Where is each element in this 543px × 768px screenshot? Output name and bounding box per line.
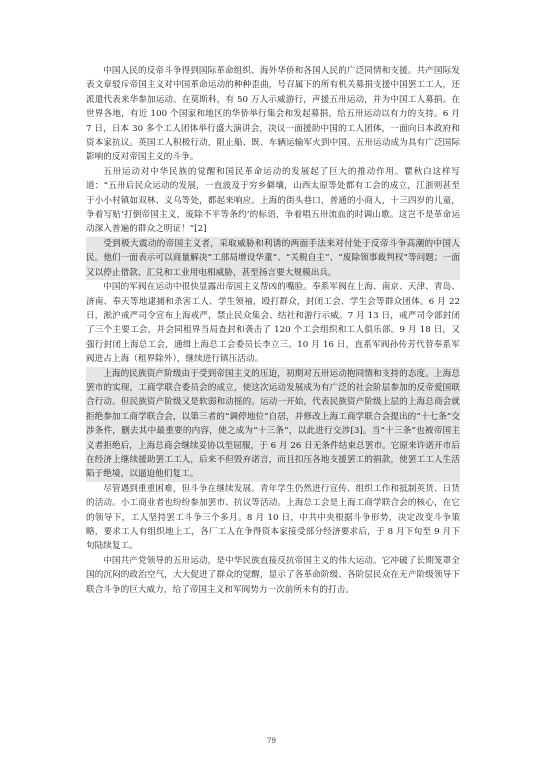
page-number: 79 [267, 737, 276, 745]
paragraph-4: 中国的军阀在运动中很快显露出帝国主义帮凶的嘴脸。奉系军阀在上海、南京、天津、青岛、济南、奉天等地逮捕和杀害工人、学生领袖，殴打群众，封闭工会、学生会等群众团体。6 月 22 日，淞沪戒严司令宣布上海戒严，禁止民众集会、结社和游行示威。7 月 13 日，戒严司令部封闭了三个主要工会，并会同租界当局查封和袭击了 120 个工会组织和工人俱乐部。9 月 18 日，又强行封闭上海总工会，通缉上海总工会委员长李立三。10 月 16 日，直系军阀孙传芳代替奉系军阀进占上海（租界除外），继续进行镇压活动。 [86, 282, 460, 365]
paragraph-3-highlighted: 受到极大震动的帝国主义者，采取威胁和利诱的两面手法来对付处于反帝斗争高潮的中国人民。他们一面表示可以商量解决“工部局增设华董”、“关税自主”、“废除领事裁判权”等问题；一面又以停止借款、汇兑和工业用电相威胁，甚至扬言要大规模出兵。 [86, 237, 460, 280]
paragraph-2: 五卅运动对中华民族的觉醒和国民革命运动的发展起了巨大的推动作用。瞿秋白这样写道：“五卅后民众运动的发展，一直波及于穷乡僻壤，山西太原等处都有工会的成立，江浙则甚至于小小村镇如双林、义乌等处，都起来响应。上海的街头巷口，普通的小商人，十三四岁的儿童，争着写贴‘打倒帝国主义，废除不平等条约’的标语，争着唱五卅流血的时调山歌。这岂不是革命运动深入普遍的群众之明证！”[2] [86, 166, 460, 235]
document-body [86, 64, 460, 597]
paragraph-5-highlighted: 上海的民族资产阶级由于受到帝国主义的压迫，初期对五卅运动抱同情和支持的态度。上海总罢市的实现，工商学联合委员会的成立，使这次运动发展成为有广泛的社会阶层参加的反帝爱国联合行动。但民族资产阶级又是软弱和动摇的。运动一开始，代表民族资产阶级上层的上海总商会就拒绝参加工商学联合会，以第三者的“调停地位”自居，并修改上海工商学联合会提出的“十七条”交涉条件，删去其中最重要的内容，使之成为“十三条”，以此进行交涉[3]。当“十三条”也被帝国主义者拒绝后，上海总商会继续妥协以至屈服，于 6 月 26 日无条件结束总罢市。它原来许诺开市后在经济上继续援助罢工工人，后来不但毁弃诺言，而且扣压各地支援罢工的捐款，使罢工工人生活陷于绝境，以逼迫他们复工。 [86, 367, 460, 482]
paragraph-6: 尽管遇到重重困难，但斗争在继续发展。青年学生仍然进行宣传、组织工作和抵制英货、日货的活动。小工商业者也纷纷参加罢市、抗议等活动。上海总工会是上海工商学联合会的核心，在它的领导下，工人坚持罢工斗争三个多月。8 月 10 日，中共中央根据斗争形势，决定改变斗争策略，要求工人有组织地上工，各厂工人在争得资本家接受部分经济要求后，于 8 月下旬至 9 月下旬陆续复工。 [86, 483, 460, 552]
paragraph-7: 中国共产党领导的五卅运动，是中华民族直接反抗帝国主义的伟大运动。它冲破了长期笼罩全国的沉闷的政治空气，大大促进了群众的觉醒，显示了各革命阶级、各阶层民众在无产阶级领导下联合斗争的巨大威力，给了帝国主义和军阀势力一次前所未有的打击。 [86, 555, 460, 595]
paragraph-1: 中国人民的反帝斗争得到国际革命组织、海外华侨和各国人民的广泛同情和支援。共产国际发表文章驳斥帝国主义对中国革命运动的种种歪曲，号召属下的所有机关募捐支援中国罢工工人，还派遣代表来华参加运动。在莫斯科，有 50 万人示威游行，声援五卅运动，并为中国工人募捐。在世界各地，有近 100 个国家和地区的华侨举行集会和发起募捐，给五卅运动以有力的支持。6 月 7 日，日本 30 多个工人团体举行盛大演讲会，决议一面援助中国的工人团体，一面向日本政府和资本家抗议。英国工人积极行动，阻止船、既、车辆运输军火到中国。五卅运动成为具有广泛国际影响的反对帝国主义的斗争。 [86, 66, 460, 163]
